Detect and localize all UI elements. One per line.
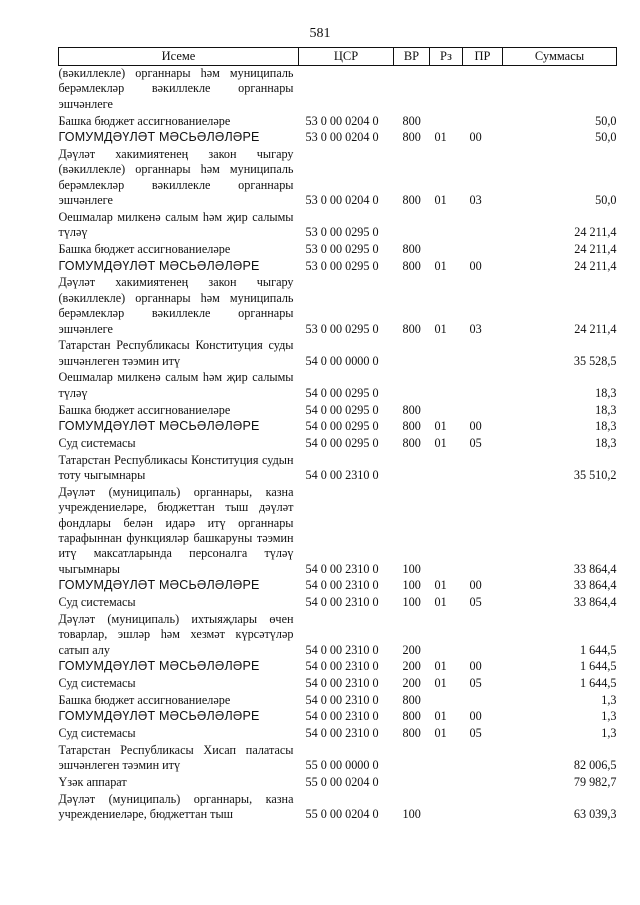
cell-name: Башка бюджет ассигнованиеләре	[58, 113, 231, 128]
cell-vr: 800	[402, 726, 421, 741]
cell-name: Үзәк аппарат	[58, 775, 127, 789]
cell-name: Дәүләт (муниципаль) органнары, казна учреждениеләре, бюджеттан тыш	[58, 791, 294, 822]
cell-sum: 18,3	[595, 435, 617, 450]
cell-name: Татарстан Республикасы Конституция судын тоту чыгымнары	[58, 452, 294, 483]
cell-sum: 1 644,5	[579, 659, 617, 674]
cell-csr: 53 0 00 0295 0	[305, 321, 379, 336]
cell-vr	[394, 210, 430, 242]
cell-sum: 35 528,5	[573, 353, 617, 368]
table-row	[59, 743, 617, 775]
cell-pr	[463, 792, 503, 824]
table-body	[59, 66, 617, 824]
cell-name: Татарстан Республикасы Конституция суды эшчәнлеген тәэмин итү	[58, 338, 294, 368]
cell-sum: 33 864,4	[573, 578, 617, 593]
cell-sum: 24 211,4	[574, 321, 617, 336]
cell-vr: 200	[402, 676, 421, 691]
cell-csr: 54 0 00 2310 0	[305, 468, 379, 483]
header-csr: ЦСР	[299, 48, 394, 66]
cell-rz	[430, 453, 463, 485]
cell-rz	[430, 242, 463, 259]
header-rz: Рз	[430, 48, 463, 66]
cell-rz	[430, 338, 463, 370]
cell-name: Башка бюджет ассигнованиеләре	[58, 241, 231, 256]
cell-csr: 54 0 00 2310 0	[305, 595, 379, 610]
cell-csr: 53 0 00 0295 0	[305, 258, 379, 273]
cell-sum: 79 982,7	[573, 775, 617, 789]
cell-name: ГОМУМДӘҮЛӘТ МӘСЬӘЛӘЛӘРЕ	[58, 258, 260, 273]
cell-vr	[394, 775, 430, 792]
cell-pr	[463, 66, 503, 114]
table-row	[59, 275, 617, 338]
cell-pr: 00	[469, 419, 482, 434]
cell-name: Башка бюджет ассигнованиеләре	[58, 692, 231, 707]
cell-vr: 100	[402, 595, 421, 610]
header-name: Исеме	[59, 48, 299, 66]
cell-pr: 05	[469, 595, 482, 610]
cell-pr: 05	[469, 676, 482, 691]
cell-sum: 1,3	[601, 726, 617, 741]
table-row	[59, 147, 617, 210]
cell-pr: 05	[469, 726, 482, 741]
cell-vr: 800	[402, 241, 421, 256]
cell-sum: 18,3	[595, 419, 617, 434]
cell-rz	[430, 114, 463, 131]
cell-rz: 01	[434, 193, 447, 208]
cell-sum: 24 211,4	[574, 241, 617, 256]
table-row	[59, 578, 617, 595]
cell-rz	[430, 210, 463, 242]
cell-csr: 53 0 00 0204 0	[305, 113, 379, 128]
cell-rz: 01	[434, 130, 447, 145]
cell-vr	[394, 370, 430, 402]
cell-pr: 00	[469, 130, 482, 145]
cell-csr: 54 0 00 2310 0	[305, 676, 379, 691]
cell-csr: 55 0 00 0204 0	[305, 775, 379, 789]
table-row	[59, 595, 617, 612]
cell-sum: 24 211,4	[574, 258, 617, 273]
cell-name: Суд системасы	[58, 726, 136, 741]
cell-pr	[463, 775, 503, 792]
cell-csr: 54 0 00 2310 0	[305, 726, 379, 741]
cell-rz	[430, 403, 463, 420]
cell-rz	[430, 485, 463, 579]
cell-name: Дәүләт хакимиятенең закон чыгару (вәкиллекле) органнары һәм муниципаль берәмлекләр вәкиллекле органнары эшчәнлеге	[58, 146, 294, 208]
cell-name: Дәүләт (муниципаль) ихтыяҗлары өчен товарлар, эшләр һәм хезмәт күрсәтүләр сатып алу	[58, 611, 294, 657]
table-row	[59, 726, 617, 743]
cell-csr: 54 0 00 2310 0	[305, 659, 379, 674]
cell-sum: 1,3	[601, 692, 617, 707]
table-row	[59, 775, 617, 792]
cell-sum: 50,0	[595, 193, 617, 208]
table-row	[59, 612, 617, 660]
cell-pr: 00	[469, 709, 482, 724]
table-row	[59, 338, 617, 370]
cell-name: Дәүләт хакимиятенең закон чыгару (вәкиллекле) органнары һәм муниципаль берәмлекләр вәкиллекле органнары эшчәнлеге	[58, 275, 294, 336]
cell-name: ГОМУМДӘҮЛӘТ МӘСЬӘЛӘЛӘРЕ	[58, 709, 260, 724]
table-row	[59, 130, 617, 147]
cell-rz	[430, 693, 463, 710]
cell-sum: 18,3	[595, 402, 617, 417]
cell-rz	[430, 775, 463, 792]
cell-rz	[430, 792, 463, 824]
cell-csr: 53 0 00 0204 0	[305, 193, 379, 208]
cell-name: Суд системасы	[58, 676, 136, 691]
cell-rz: 01	[434, 578, 447, 593]
cell-rz	[430, 370, 463, 402]
cell-vr: 800	[402, 709, 421, 724]
cell-csr: 53 0 00 0295 0	[305, 225, 379, 240]
cell-rz: 01	[434, 709, 447, 724]
cell-name: Оешмалар милкенә салым һәм җир салымы түләү	[58, 209, 294, 240]
cell-rz: 01	[434, 726, 447, 741]
cell-name: Суд системасы	[58, 435, 136, 450]
cell-rz: 01	[434, 435, 447, 450]
table-header-row	[59, 48, 617, 66]
cell-sum: 1,3	[601, 709, 617, 724]
cell-pr	[463, 453, 503, 485]
cell-pr	[463, 338, 503, 370]
table-row	[59, 693, 617, 710]
cell-vr: 800	[402, 419, 421, 434]
cell-vr: 200	[402, 642, 421, 657]
cell-vr: 100	[402, 561, 421, 576]
cell-pr	[463, 242, 503, 259]
cell-csr: 54 0 00 2310 0	[305, 561, 379, 576]
cell-vr: 800	[402, 692, 421, 707]
table-row	[59, 370, 617, 402]
cell-name: Оешмалар милкенә салым һәм җир салымы түләү	[58, 370, 294, 400]
cell-vr: 800	[402, 402, 421, 417]
cell-rz	[430, 612, 463, 660]
header-vr: ВР	[394, 48, 430, 66]
table-row	[59, 792, 617, 824]
cell-sum: 24 211,4	[574, 225, 617, 240]
table-row	[59, 114, 617, 131]
table-row	[59, 709, 617, 726]
cell-pr: 05	[469, 435, 482, 450]
table-row	[59, 676, 617, 693]
cell-rz: 01	[434, 595, 447, 610]
cell-vr: 800	[402, 321, 421, 336]
cell-pr	[463, 210, 503, 242]
cell-vr: 800	[402, 193, 421, 208]
table-row	[59, 436, 617, 453]
cell-sum: 50,0	[595, 130, 617, 145]
cell-rz	[430, 66, 463, 114]
cell-pr	[463, 370, 503, 402]
cell-name: Башка бюджет ассигнованиеләре	[58, 402, 231, 417]
cell-sum: 82 006,5	[573, 758, 617, 773]
cell-csr: 54 0 00 2310 0	[305, 692, 379, 707]
cell-vr: 800	[402, 130, 421, 145]
table-row	[59, 259, 617, 276]
cell-pr	[463, 485, 503, 579]
cell-rz: 01	[434, 419, 447, 434]
cell-csr: 54 0 00 2310 0	[305, 578, 379, 593]
cell-sum: 33 864,4	[573, 561, 617, 576]
cell-csr: 54 0 00 0295 0	[305, 435, 379, 450]
cell-pr	[463, 743, 503, 775]
cell-csr: 54 0 00 0000 0	[305, 353, 379, 368]
cell-pr: 00	[469, 258, 482, 273]
table-row	[59, 242, 617, 259]
cell-sum: 18,3	[595, 385, 617, 400]
cell-pr: 00	[469, 659, 482, 674]
cell-vr: 800	[402, 435, 421, 450]
header-sum: Суммасы	[503, 48, 617, 66]
cell-name: ГОМУМДӘҮЛӘТ МӘСЬӘЛӘЛӘРЕ	[58, 659, 260, 674]
cell-pr	[463, 612, 503, 660]
cell-pr: 03	[469, 321, 482, 336]
budget-table	[58, 47, 617, 824]
cell-pr	[463, 693, 503, 710]
cell-csr: 54 0 00 2310 0	[305, 642, 379, 657]
cell-csr: 54 0 00 0295 0	[305, 402, 379, 417]
cell-vr	[394, 743, 430, 775]
cell-sum: 35 510,2	[573, 468, 617, 483]
cell-csr: 54 0 00 0295 0	[305, 385, 379, 400]
cell-sum: 1 644,5	[579, 676, 617, 691]
cell-pr: 00	[469, 578, 482, 593]
cell-rz: 01	[434, 659, 447, 674]
cell-csr: 55 0 00 0204 0	[305, 807, 379, 822]
cell-csr	[299, 66, 394, 114]
cell-sum: 33 864,4	[573, 595, 617, 610]
cell-rz	[430, 743, 463, 775]
table-row	[59, 453, 617, 485]
cell-name: (вәкиллекле) органнары һәм муниципаль берәмлекләр вәкиллекле органнары эшчәнлеге	[58, 66, 294, 111]
table-row	[59, 210, 617, 242]
cell-sum: 63 039,3	[573, 807, 617, 822]
cell-sum	[503, 66, 617, 114]
cell-rz: 01	[434, 321, 447, 336]
cell-name: Суд системасы	[58, 595, 136, 610]
cell-csr: 53 0 00 0204 0	[305, 130, 379, 145]
cell-name: ГОМУМДӘҮЛӘТ МӘСЬӘЛӘЛӘРЕ	[58, 419, 260, 434]
cell-pr	[463, 403, 503, 420]
table-row	[59, 403, 617, 420]
cell-name: ГОМУМДӘҮЛӘТ МӘСЬӘЛӘЛӘРЕ	[58, 578, 260, 593]
table-row	[59, 485, 617, 579]
cell-name: ГОМУМДӘҮЛӘТ МӘСЬӘЛӘЛӘРЕ	[58, 130, 260, 145]
page-number: 581	[309, 26, 331, 41]
cell-csr: 54 0 00 2310 0	[305, 709, 379, 724]
header-pr: ПР	[463, 48, 503, 66]
cell-vr	[394, 338, 430, 370]
cell-vr	[394, 453, 430, 485]
cell-pr	[463, 114, 503, 131]
table-row	[59, 419, 617, 436]
cell-csr: 55 0 00 0000 0	[305, 758, 379, 773]
cell-vr: 800	[402, 258, 421, 273]
cell-name: Дәүләт (муниципаль) органнары, казна учреждениеләре, бюджеттан тыш дәүләт фондлары белән идарә итү органнары тарафыннан функцияләр башкаруны тәэмин итү максатларында персоналга түләү чыгымнары	[58, 484, 294, 576]
cell-rz: 01	[434, 676, 447, 691]
cell-vr: 100	[402, 578, 421, 593]
cell-csr: 53 0 00 0295 0	[305, 241, 379, 256]
cell-vr: 800	[402, 113, 421, 128]
cell-sum: 50,0	[595, 113, 617, 128]
cell-sum: 1 644,5	[579, 642, 617, 657]
cell-vr: 200	[402, 659, 421, 674]
cell-vr: 100	[402, 807, 421, 822]
table-row	[59, 659, 617, 676]
cell-vr	[394, 66, 430, 114]
cell-pr: 03	[469, 193, 482, 208]
table-row	[59, 66, 617, 114]
cell-csr: 54 0 00 0295 0	[305, 419, 379, 434]
cell-rz: 01	[434, 258, 447, 273]
cell-name: Татарстан Республикасы Хисап палатасы эшчәнлеген тәэмин итү	[58, 742, 294, 773]
